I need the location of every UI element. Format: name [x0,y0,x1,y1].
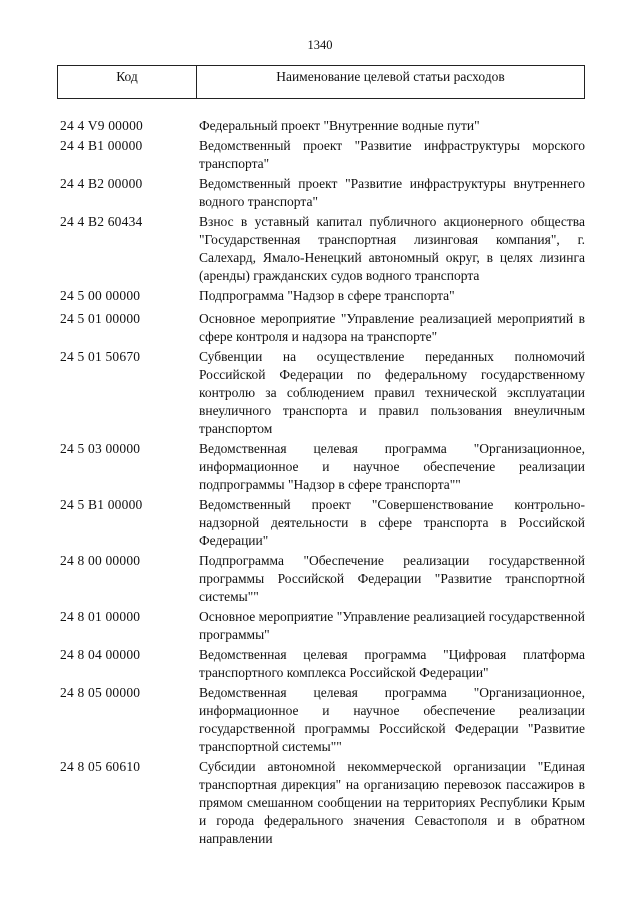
header-name-column: Наименование целевой статьи расходов [276,69,505,84]
table-row [60,440,586,494]
row-code: 24 8 05 60610 [60,759,141,774]
expense-items-list [60,117,586,850]
page-number: 1340 [307,38,333,52]
row-name: Основное мероприятие "Управление реализацией мероприятий в сфере контроля и надзора на транспорте" [199,311,585,344]
row-name: Взнос в уставный капитал публичного акционерного общества "Государственная транспортная лизинговая компания", г. Салехард, Ямало-Ненецкий автономный округ, в целях лизинга (аренды) гражданских судов водного транспорта [199,214,585,283]
row-code: 24 5 01 50670 [60,349,141,364]
row-code: 24 8 05 00000 [60,685,141,700]
row-code: 24 5 03 00000 [60,441,141,456]
row-name: Основное мероприятие "Управление реализацией государственной программы" [199,609,585,642]
row-name: Ведомственный проект "Совершенствование контрольно-надзорной деятельности в сфере транспорта в Российской Федерации" [199,497,585,548]
row-name: Субвенции на осуществление переданных полномочий Российской Федерации по федеральному государственному контролю за соблюдением правил технической эксплуатации внеуличного транспорта и правил пользования внеуличным транспортом [199,349,585,436]
row-code: 24 4 B2 00000 [60,176,143,191]
table-header [57,65,585,99]
row-name: Ведомственный проект "Развитие инфраструктуры внутреннего водного транспорта" [199,176,585,209]
table-row [60,646,586,682]
table-row [60,496,586,550]
row-name: Ведомственная целевая программа "Организационное, информационное и научное обеспечение реализации государственной программы Российской Федерации "Развитие транспортной системы"" [199,685,585,754]
table-row [60,175,586,211]
table-row [60,137,586,173]
row-code: 24 4 B1 00000 [60,138,143,153]
row-code: 24 5 B1 00000 [60,497,143,512]
row-code: 24 4 V9 00000 [60,118,143,133]
row-code: 24 8 00 00000 [60,553,141,568]
row-code: 24 4 B2 60434 [60,214,143,229]
row-name: Подпрограмма "Обеспечение реализации государственной программы Российской Федерации "Развитие транспортной системы"" [199,553,585,604]
row-name: Подпрограмма "Надзор в сфере транспорта" [199,288,455,303]
row-code: 24 8 01 00000 [60,609,141,624]
row-name: Федеральный проект "Внутренние водные пути" [199,118,480,133]
row-name: Ведомственный проект "Развитие инфраструктуры морского транспорта" [199,138,585,171]
table-row [60,213,586,285]
row-code: 24 5 01 00000 [60,311,141,326]
table-row [60,310,586,346]
row-name: Субсидии автономной некоммерческой организации "Единая транспортная дирекция" на организацию перевозок пассажиров в прямом смешанном сообщении на территориях Республики Крым и города федерального значения Севастополя и в обратном направлении [199,759,585,846]
table-row [60,552,586,606]
table-row [60,758,586,848]
table-row [60,608,586,644]
table-row [60,684,586,756]
row-name: Ведомственная целевая программа "Организационное, информационное и научное обеспечение реализации подпрограммы "Надзор в сфере транспорта"" [199,441,585,492]
row-name: Ведомственная целевая программа "Цифровая платформа транспортного комплекса Российской Федерации" [199,647,585,680]
table-row [60,117,586,135]
table-row [60,287,586,305]
table-row [60,348,586,438]
row-code: 24 5 00 00000 [60,288,141,303]
header-code-column: Код [58,66,197,98]
row-code: 24 8 04 00000 [60,647,141,662]
